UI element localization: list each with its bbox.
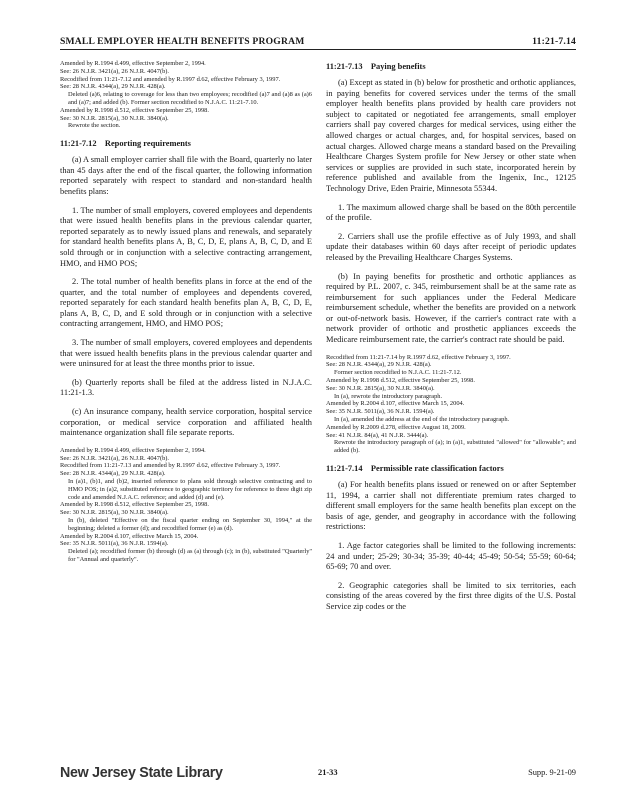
history-note: See: 26 N.J.R. 3421(a), 26 N.J.R. 4047(b).: [60, 454, 169, 462]
history-note: In (a), amended the address at the end of the introductory paragraph.: [334, 416, 510, 424]
library-logo: New Jersey State Library: [60, 763, 223, 781]
history-note: Amended by R.1994 d.499, effective September 2, 1994.: [60, 60, 206, 67]
history-note: Amended by R.2009 d.278, effective August 18, 2009.: [326, 423, 466, 431]
section-heading-7-12: [60, 139, 312, 148]
paragraph-a: (a) A small employer carrier shall file with the Board, quarterly no later than 45 days after the end of the fiscal quarter, the following information reported separately with respect to standard and non-standard health benefits plans:: [60, 155, 312, 196]
paragraph-c: (c) An insurance company, health service corporation, hospital service corporation, or medical service corporation and affiliated health maintenance organization shall file separate reports.: [60, 407, 312, 438]
history-note-block: [326, 354, 576, 455]
history-note: See: 28 N.J.R. 4344(a), 29 N.J.R. 428(a).: [326, 361, 432, 369]
history-note: Rewrote the introductory paragraph of (a); in (a)1, substituted "allowed" for "allowable"; and added (b).: [334, 439, 576, 455]
paragraph-a: (a) For health benefits plans issued or renewed on or after September 11, 1994, a carrier shall not differentiate premium rates charged to different small employers for the same health benefits plan except on the basis of age, gender, and geography in accordance with the following restrictions:: [326, 480, 576, 532]
history-note: Amended by R.2004 d.107, effective March 15, 2004.: [60, 532, 199, 540]
history-note: In (a)1, (b)1, and (b)2, inserted reference to plans sold through selective contracting and to HMO POS; in (a)2, substituted reference to geographic territory for reference to three digit zip code and amended N.J.A.C. reference; and added (d) and (e).: [68, 478, 312, 501]
paragraph-a1: 1. The number of small employers, covered employees and dependents that were issued health benefits plans in the previous calendar quarter, reported separately as to newly issued plans and renewals, and separately for standard health benefits plans A, B, C, D, E, plans A, B, C, D, and E sold through or in conjunction with a selective contracting arrangement, HMO, and HMO POS;: [60, 205, 312, 268]
history-note: Amended by R.2004 d.107, effective March 15, 2004.: [326, 400, 465, 408]
history-note: See: 30 N.J.R. 2815(a), 30 N.J.R. 3840(a).: [60, 114, 169, 122]
page-footer: [60, 760, 576, 784]
page-number: 21-33: [318, 767, 338, 777]
paragraph-a2: 2. The total number of health benefits plans in force at the end of the quarter, and the total number of employees and dependents covered, reported separately for each standard health benefits plan A, B, C, D, E, plans A, B, C, D, and E sold through or in conjunction with a selective contracting arrangement, HMO, and HMO POS;: [60, 277, 312, 329]
section-number: 11:21-7.14: [326, 464, 363, 474]
header-section-range: 11:21-7.14: [532, 36, 576, 47]
history-note: Deleted (a)6, relating to coverage for less than two employees; recodified (a)7 and (a)8 as (a)6 and (a)7; and added (b). Former section recodified to N.J.A.C. 11:21-7.10.: [68, 91, 312, 106]
header-title: SMALL EMPLOYER HEALTH BENEFITS PROGRAM: [60, 36, 305, 47]
paragraph-b: (b) Quarterly reports shall be filed at the address listed in N.J.A.C. 11:21-1.3.: [60, 377, 312, 398]
history-note: Former section recodified to N.J.A.C. 11:21-7.12.: [334, 369, 462, 377]
section-title: Reporting requirements: [104, 139, 191, 149]
section-title: Paying benefits: [370, 62, 426, 71]
history-note: See: 28 N.J.R. 4344(a), 29 N.J.R. 428(a).: [60, 470, 166, 478]
paragraph-a1: 1. Age factor categories shall be limited to the following increments: 24 and under; 25-29; 30-34; 35-39; 40-44; 45-49; 50-54; 55-59; 60-64; 65-69; 70 and over.: [326, 540, 576, 572]
history-note: See: 30 N.J.R. 2815(a), 30 N.J.R. 3840(a).: [326, 384, 435, 392]
section-heading-7-13: [326, 62, 576, 71]
section-heading-7-14: [326, 464, 576, 473]
history-note: See: 41 N.J.R. 84(a), 41 N.J.R. 3444(a).: [326, 431, 429, 439]
history-note: Deleted (a); recodified former (b) through (d) as (a) through (c); in (b), substituted "Quarterly" for "Annual and quarterly".: [68, 548, 312, 563]
paragraph-a2: 2. Carriers shall use the profile effective as of July 1993, and shall update their databases within 60 days after receipt of periodic updates released by the Prevailing Healthcare Charges Systems.: [326, 231, 576, 262]
history-note: See: 35 N.J.R. 5011(a), 36 N.J.R. 1594(a).: [60, 540, 169, 548]
history-note: Amended by R.1994 d.499, effective September 2, 1994.: [60, 446, 206, 454]
history-note: See: 28 N.J.R. 4344(a), 29 N.J.R. 428(a).: [60, 83, 166, 91]
history-note: Amended by R.1998 d.512, effective September 25, 1998.: [60, 501, 209, 509]
section-title: Permissible rate classification factors: [370, 464, 504, 474]
history-note: In (b), deleted "Effective on the fiscal quarter ending on September 30, 1994," at the beginning; deleted a former (d); and recodified former (e) as (d).: [68, 517, 312, 532]
section-number: 11:21-7.12: [60, 139, 97, 149]
paragraph-a2: 2. Geographic categories shall be limited to six territories, each consisting of the areas covered by the first three digits of the U.S. Postal Service zip codes or the: [326, 580, 576, 611]
paragraph-b: (b) In paying benefits for prosthetic and orthotic appliances as required by P.L. 2007, c. 345, reimbursement shall be at the same rate as reimbursement for such appliances under the Federal Medicare reimbursement schedule, whether the benefits are provided on a network or out-of-network basis. However, if the carrier's contract rate with a network provider of orthotic and prosthetic appliances exceeds the Medicare reimbursement rate, the carrier's contract rate should be paid.: [326, 271, 576, 345]
history-note: Recodified from 11:21-7.14 by R.1997 d.62, effective February 3, 1997.: [326, 353, 511, 361]
history-note: Rewrote the section.: [68, 122, 121, 130]
section-number: 11:21-7.13: [326, 62, 363, 71]
paragraph-a3: 3. The number of small employers, covered employees and dependents that were issued health benefits plans in the previous calendar quarter and were uninsured for at least the three months prior to issue.: [60, 338, 312, 369]
paragraph-a1: 1. The maximum allowed charge shall be based on the 80th percentile of the profile.: [326, 202, 576, 223]
history-note: See: 30 N.J.R. 2815(a), 30 N.J.R. 3840(a).: [60, 509, 169, 517]
paragraph-a: (a) Except as stated in (b) below for prosthetic and orthotic appliances, in paying benefits for covered services under the terms of the small employer health benefits plans provided by health care providers not subject to capitated or negotiated fee arrangements, small employer carriers shall pay covered charges for medical services, using either the allowed charges or actual charges, and, for hospital services, based on actual charges. Allowed charge means a standard based on the Prevailing Healthcare Charges System profile for New Jersey or other state when services or supplies are provided in such state, incorporated herein by reference published and available from the Ingenix, Inc., 12125 Technology Drive, Eden Prairie, Minnesota 55344.: [326, 78, 576, 193]
supplement-date: Supp. 9-21-09: [528, 767, 576, 777]
history-note-block: [60, 60, 312, 130]
history-note: Recodified from 11:21-7.13 and amended by R.1997 d.62, effective February 3, 1997.: [60, 462, 281, 470]
history-note: Recodified from 11:21-7.12 and amended by R.1997 d.62, effective February 3, 1997.: [60, 75, 281, 83]
left-column: [60, 60, 312, 564]
history-note-block: [60, 447, 312, 564]
right-column: [326, 60, 576, 621]
history-note: Amended by R.1998 d.512, effective September 25, 1998.: [60, 106, 209, 114]
history-note: Amended by R.1998 d.512, effective September 25, 1998.: [326, 377, 475, 385]
history-note: See: 35 N.J.R. 5011(a), 36 N.J.R. 1594(a).: [326, 408, 435, 416]
running-header: [60, 34, 576, 50]
history-note: See: 26 N.J.R. 3421(a), 26 N.J.R. 4047(b).: [60, 67, 169, 75]
history-note: In (a), rewrote the introductory paragraph.: [334, 392, 443, 400]
